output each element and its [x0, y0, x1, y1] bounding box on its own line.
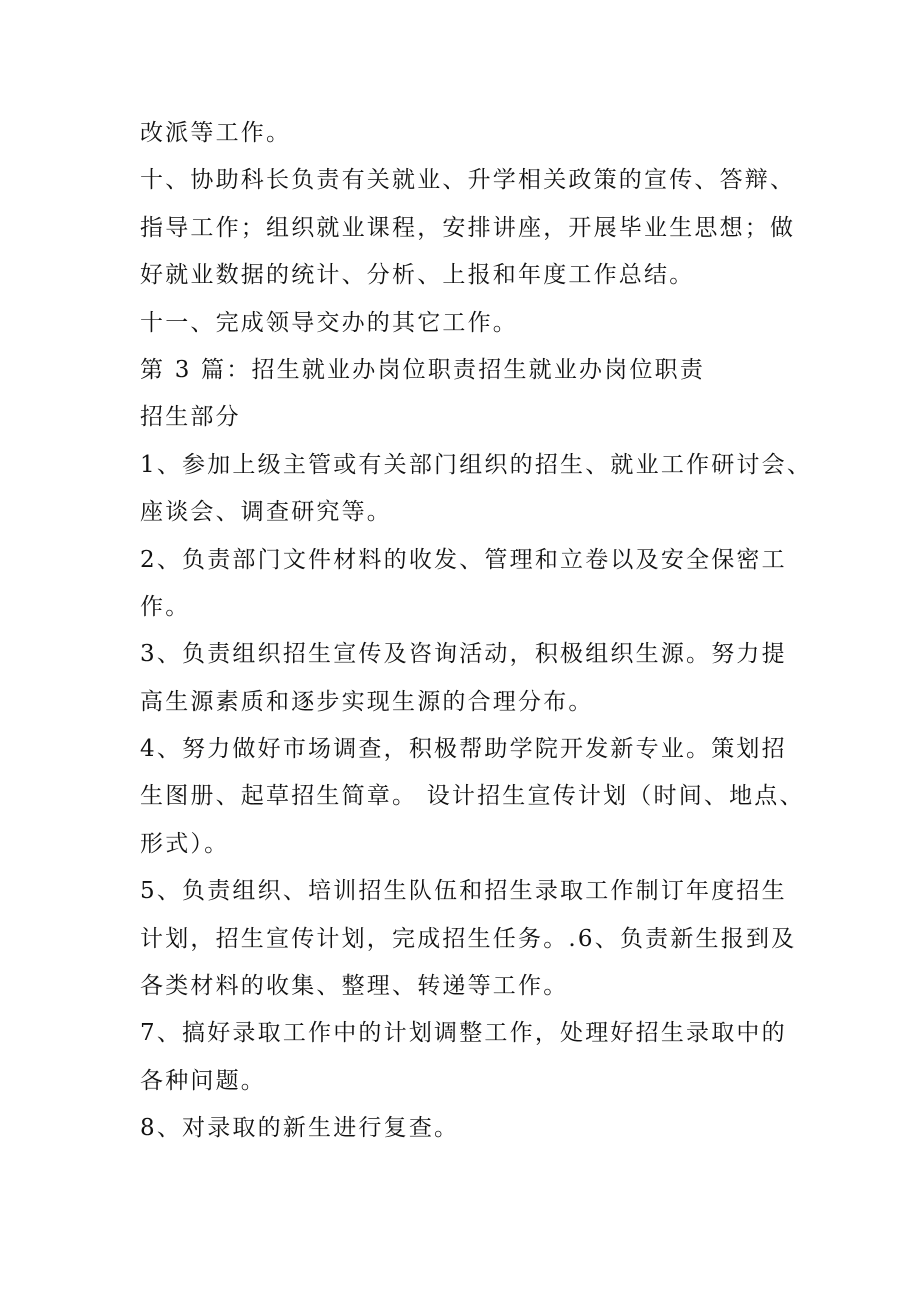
- text-line: 十一、完成领导交办的其它工作。: [140, 309, 518, 336]
- subsection-heading: 招生部分: [140, 404, 241, 431]
- text-line: 各类材料的收集、整理、转递等工作。: [140, 973, 569, 1000]
- text-line: 座谈会、调查研究等。: [140, 499, 392, 526]
- text-line: 作。: [140, 593, 191, 620]
- text-line: 形式）。: [140, 830, 230, 857]
- text-line: 7、搞好录取工作中的计划调整工作，处理好招生录取中的: [140, 1020, 787, 1047]
- text-line: 4、努力做好市场调查，积极帮助学院开发新专业。策划招: [140, 736, 787, 763]
- text-line: 5、负责组织、培训招生队伍和招生录取工作制订年度招生: [140, 878, 787, 905]
- text-line: 好就业数据的统计、分析、上报和年度工作总结。: [140, 262, 695, 289]
- text-line: 2、负责部门文件材料的收发、管理和立卷以及安全保密工: [140, 546, 787, 573]
- text-line: 改派等工作。: [140, 120, 292, 146]
- text-line: 各种问题。: [140, 1067, 266, 1094]
- text-line: 指导工作；组织就业课程，安排讲座，开展毕业生思想；做: [140, 214, 796, 241]
- section-heading: 第 3 篇：招生就业办岗位职责招生就业办岗位职责: [140, 356, 706, 383]
- text-line: 8、对录取的新生进行复查。: [140, 1115, 460, 1142]
- document-body: [140, 110, 813, 1153]
- text-line: 生图册、起草招生简章。 设计招生宣传计划（时间、地点、: [140, 783, 805, 810]
- text-line: 十、协助科长负责有关就业、升学相关政策的宣传、答辩、: [140, 167, 796, 194]
- text-line: 1、参加上级主管或有关部门组织的招生、就业工作研讨会、: [140, 451, 813, 478]
- text-line: 高生源素质和逐步实现生源的合理分布。: [140, 688, 594, 715]
- text-line: 3、负责组织招生宣传及咨询活动，积极组织生源。努力提: [140, 641, 787, 668]
- text-line: 计划，招生宣传计划，完成招生任务。.6、负责新生报到及: [140, 925, 797, 952]
